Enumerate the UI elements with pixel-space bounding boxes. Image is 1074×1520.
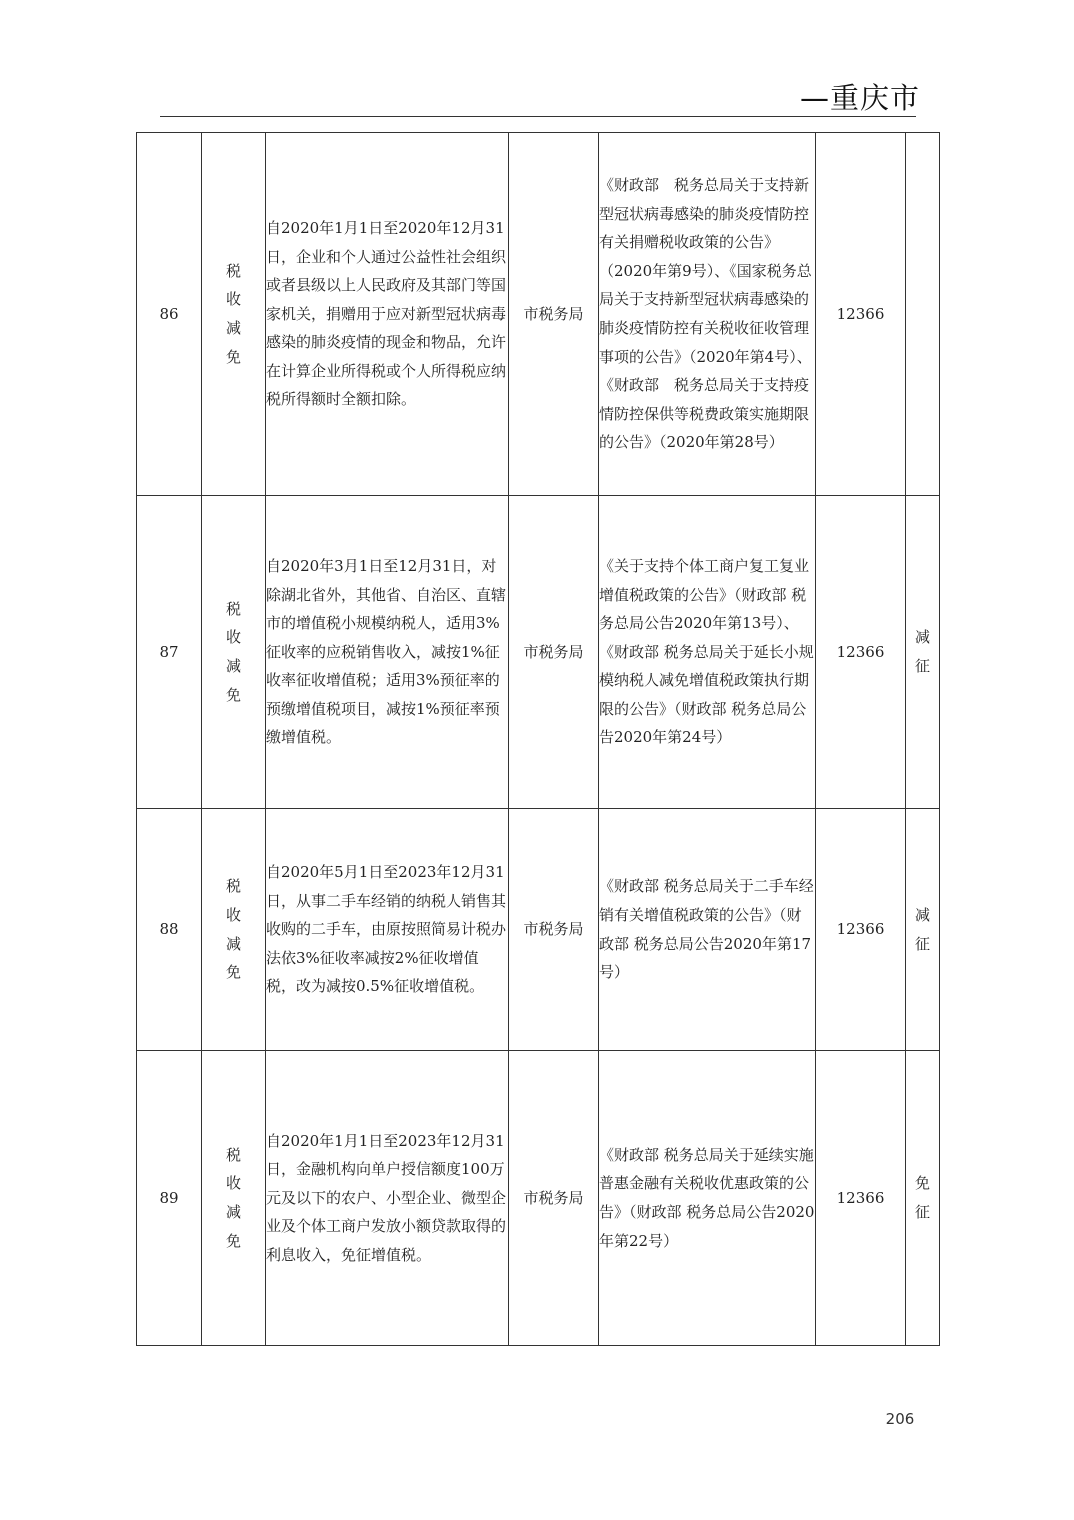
responsible-department: 市税务局 bbox=[509, 1051, 599, 1346]
responsible-department: 市税务局 bbox=[509, 809, 599, 1051]
policy-content: 自2020年5月1日至2023年12月31日，从事二手车经销的纳税人销售其收购的二手车，由原按照简易计税办法依3%征收率减按2%征收增值税，改为减按0.5%征收增值税。 bbox=[266, 809, 509, 1051]
policy-type-text: 税收减免 bbox=[225, 877, 241, 982]
page-header-title: —重庆市 bbox=[800, 81, 921, 115]
contact-phone: 12366 bbox=[816, 496, 906, 809]
policy-table bbox=[136, 132, 940, 1346]
responsible-department: 市税务局 bbox=[509, 496, 599, 809]
remark-text: 免征 bbox=[914, 1174, 930, 1221]
contact-phone: 12366 bbox=[816, 133, 906, 496]
remark-text: 减征 bbox=[914, 628, 930, 675]
table-row bbox=[137, 496, 940, 809]
remark-text: 减征 bbox=[914, 905, 930, 953]
policy-basis: 《财政部 税务总局关于延续实施普惠金融有关税收优惠政策的公告》（财政部 税务总局公告2020年第22号） bbox=[599, 1051, 816, 1346]
remark bbox=[906, 809, 940, 1051]
policy-type bbox=[202, 809, 266, 1051]
policy-type-text: 税收减免 bbox=[225, 599, 241, 704]
policy-type-text: 税收减免 bbox=[225, 261, 241, 366]
policy-type bbox=[202, 496, 266, 809]
remark bbox=[906, 496, 940, 809]
policy-type bbox=[202, 133, 266, 496]
row-number: 89 bbox=[137, 1051, 202, 1346]
page-number: 206 bbox=[885, 1410, 915, 1428]
policy-basis: 《财政部 税务总局关于二手车经销有关增值税政策的公告》（财政部 税务总局公告2020年第17号） bbox=[599, 809, 816, 1051]
remark bbox=[906, 133, 940, 496]
policy-type-text: 税收减免 bbox=[225, 1145, 241, 1250]
policy-content: 自2020年1月1日至2020年12月31日，企业和个人通过公益性社会组织或者县级以上人民政府及其部门等国家机关，捐赠用于应对新型冠状病毒感染的肺炎疫情的现金和物品，允许在计算企业所得税或个人所得税应纳税所得额时全额扣除。 bbox=[266, 133, 509, 496]
responsible-department: 市税务局 bbox=[509, 133, 599, 496]
table-row bbox=[137, 809, 940, 1051]
row-number: 88 bbox=[137, 809, 202, 1051]
contact-phone: 12366 bbox=[816, 809, 906, 1051]
remark bbox=[906, 1051, 940, 1346]
policy-content: 自2020年1月1日至2023年12月31日，金融机构向单户授信额度100万元及以下的农户、小型企业、微型企业及个体工商户发放小额贷款取得的利息收入，免征增值税。 bbox=[266, 1051, 509, 1346]
policy-basis: 《财政部 税务总局关于支持新型冠状病毒感染的肺炎疫情防控有关捐赠税收政策的公告》（2020年第9号）、《国家税务总局关于支持新型冠状病毒感染的肺炎疫情防控有关税收征收管理事项的公告》（2020年第4号）、《财政部 税务总局关于支持疫情防控保供等税费政策实施期限的公告》（2020年第28号） bbox=[599, 133, 816, 496]
policy-basis: 《关于支持个体工商户复工复业增值税政策的公告》（财政部 税务总局公告2020年第13号）、《财政部 税务总局关于延长小规模纳税人减免增值税政策执行期限的公告》（财政部 税务总局公告2020年第24号） bbox=[599, 496, 816, 809]
policy-content: 自2020年3月1日至12月31日，对除湖北省外，其他省、自治区、直辖市的增值税小规模纳税人，适用3%征收率的应税销售收入，减按1%征收率征收增值税；适用3%预征率的预缴增值税项目，减按1%预征率预缴增值税。 bbox=[266, 496, 509, 809]
contact-phone: 12366 bbox=[816, 1051, 906, 1346]
row-number: 86 bbox=[137, 133, 202, 496]
header-rule bbox=[160, 116, 916, 117]
policy-type bbox=[202, 1051, 266, 1346]
table-row bbox=[137, 1051, 940, 1346]
row-number: 87 bbox=[137, 496, 202, 809]
table-row bbox=[137, 133, 940, 496]
